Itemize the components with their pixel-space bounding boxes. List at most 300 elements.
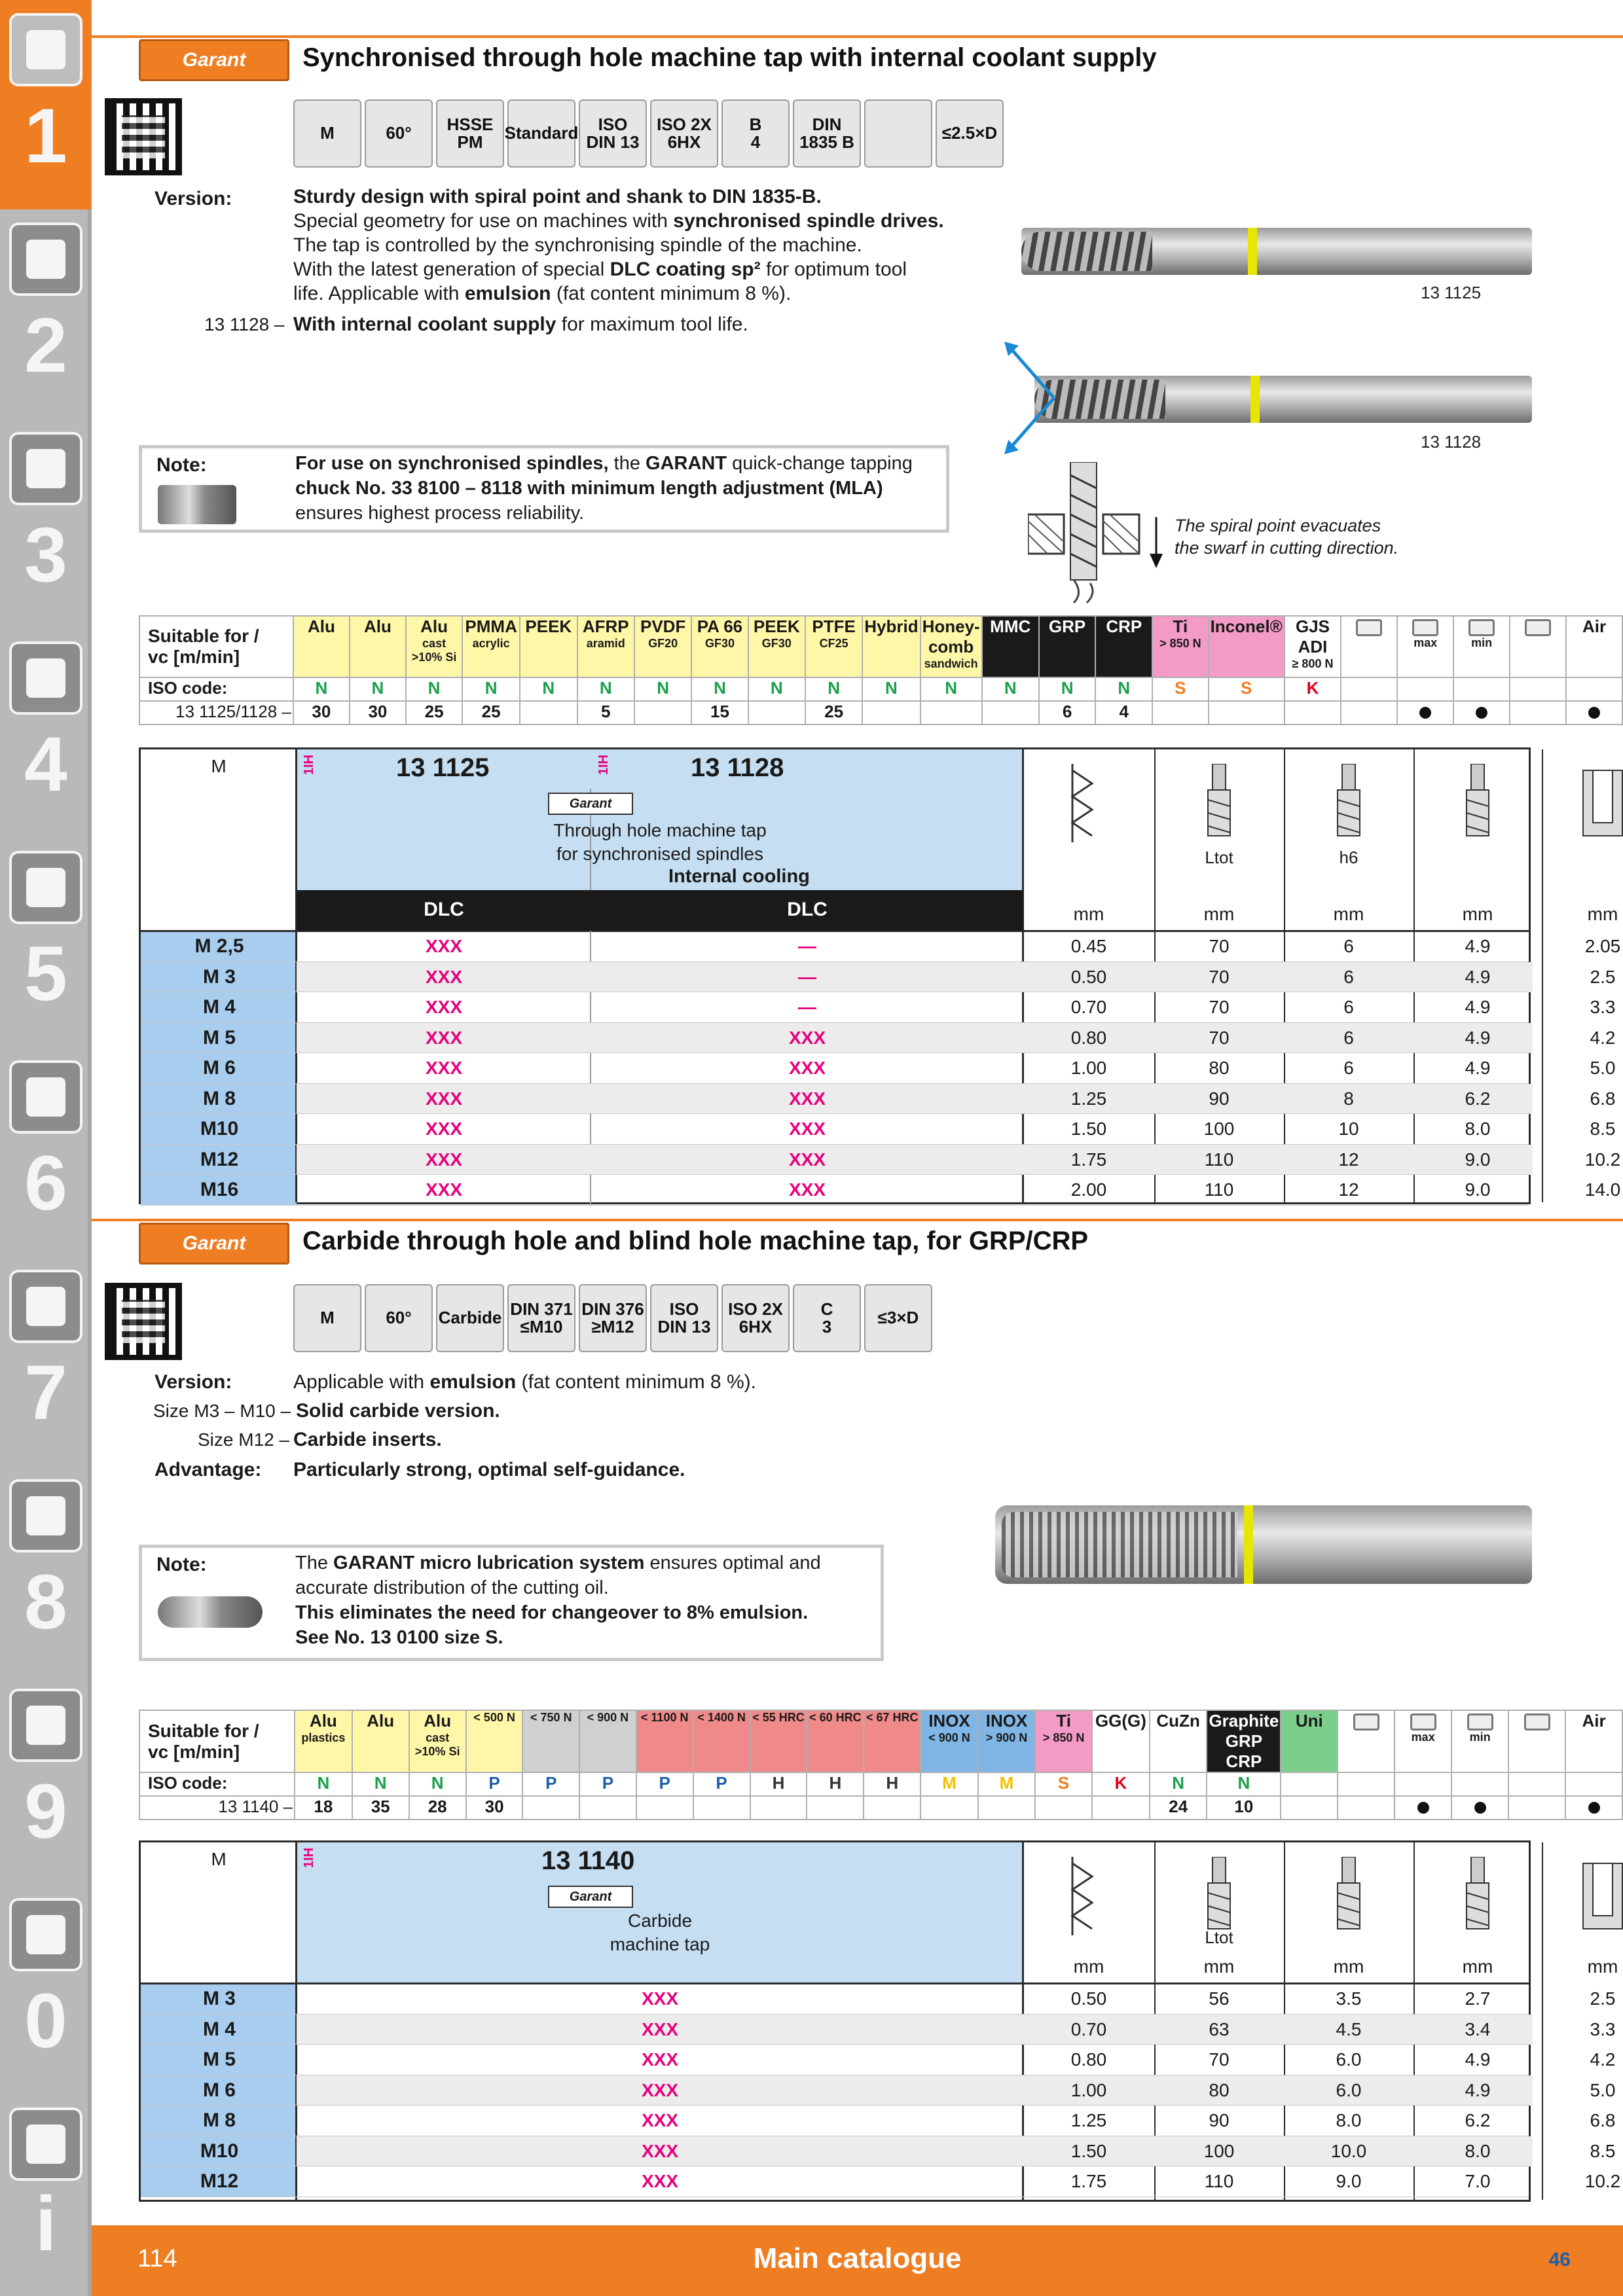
material-sub: acrylic: [472, 637, 510, 650]
square-icon: [1455, 1857, 1501, 1935]
availability-131125: XXX: [425, 1119, 463, 1139]
iso-code-5: P: [579, 1772, 636, 1796]
unit-label: mm: [1333, 904, 1364, 924]
material-header-22: [1566, 616, 1622, 677]
availability-131140: XXX: [641, 2140, 679, 2161]
material-name: GRP: [1048, 617, 1086, 636]
material-sub: aramid: [586, 637, 625, 650]
size1-prefix: Size M3 – M10 –: [153, 1401, 291, 1421]
safety-glasses-icon-glyph: [26, 1915, 65, 1954]
dimension-value: 1.00: [1070, 2079, 1107, 2100]
dimension-value: 6: [1343, 1027, 1354, 1048]
dimension-value: 0.45: [1070, 936, 1107, 956]
property-symbol-3: [504, 99, 579, 168]
iso-code-21: [1510, 677, 1566, 701]
dimension-value: 0.70: [1070, 997, 1107, 1017]
version-line: Special geometry for use on machines with synchronised spindle drives.: [293, 210, 944, 232]
vc-value-0: 18: [295, 1796, 352, 1820]
symbol-text-bottom: PM: [457, 132, 483, 152]
material-header-10: [864, 1710, 921, 1772]
note-text: For use on synchronised spindles, the GARANT quick-change tapping chuck No. 33 8100 – 8118 with minimum length adjustment (MLA) ensures highest process reliability.: [295, 453, 913, 524]
availability-131128: XXX: [788, 1179, 826, 1200]
row-separator: [141, 1052, 1529, 1053]
symbol-text-bottom: 1835 B: [799, 132, 854, 152]
iso-code-21: [1508, 1772, 1565, 1796]
vc-row: [139, 701, 1622, 725]
dimension-value: 14.0: [1584, 1179, 1621, 1200]
material-sub: min: [1471, 636, 1493, 649]
table-row-size: M 4: [202, 996, 236, 1018]
material-name: INOX: [985, 1711, 1028, 1731]
dimension-value: 4.9: [1465, 997, 1491, 1017]
symbol-text-top: HSSE: [447, 114, 494, 134]
vc-value-6: [634, 701, 691, 725]
iso-code-5: N: [577, 677, 634, 701]
chapter-tab-9[interactable]: [0, 1676, 92, 1885]
dimension-value: 8.5: [1590, 1119, 1616, 1139]
dimension-value: 4.9: [1465, 936, 1491, 956]
info-icon-glyph: [26, 2125, 65, 2164]
chapter-sidebar: [0, 0, 92, 2296]
coating-label: DLC: [424, 899, 464, 920]
material-sub: < 60 HRC: [809, 1711, 862, 1724]
iso-code-6: P: [636, 1772, 693, 1796]
unit-label: mm: [1073, 1956, 1104, 1977]
iso-code-6: N: [634, 677, 691, 701]
property-symbol-8: [864, 1284, 932, 1352]
header-row: [139, 616, 1622, 677]
property-symbol-1: [365, 99, 433, 168]
chapter-number: 4: [24, 721, 67, 808]
chapter-tab-i[interactable]: [0, 2094, 92, 2296]
property-symbol-6: [721, 1284, 790, 1352]
dimension-value: 4.2: [1590, 2049, 1616, 2070]
dimension-value: 4.9: [1465, 1027, 1491, 1048]
safety-glasses-icon: [9, 1898, 82, 1971]
material-name: PA 66: [697, 617, 743, 636]
property-symbol-3: [507, 1284, 575, 1352]
iso-code-18: [1338, 1772, 1395, 1796]
dimension-value: 4.5: [1336, 2018, 1362, 2039]
table-row-size: M10: [200, 1118, 239, 1139]
caliper-icon-glyph: [26, 658, 65, 698]
material-sub: < 1400 N: [697, 1711, 746, 1724]
material-name: GJS ADI: [1296, 617, 1330, 656]
material-name: Graphite GRP CRP: [1209, 1711, 1279, 1771]
iso-code-2: N: [409, 1772, 466, 1796]
version-line: The tap is controlled by the synchronising spindle of the machine.: [293, 234, 862, 256]
availability-131125: XXX: [425, 936, 463, 956]
product-description: Carbide machine tap: [610, 1910, 710, 1954]
dimension-value: 1.75: [1070, 2171, 1107, 2191]
hole-depth-icon: [1580, 764, 1623, 842]
material-header-9: [807, 1710, 864, 1772]
dimension-value: 7.0: [1465, 2171, 1491, 2191]
iso-code-3: N: [462, 677, 520, 701]
availability-131125: XXX: [425, 1088, 463, 1109]
iso-code-11: N: [921, 677, 982, 701]
page-number: 114: [137, 2245, 177, 2272]
iso-code-13: N: [1039, 677, 1096, 701]
table-row-size: M 6: [202, 1057, 236, 1079]
dimension-value: 3.3: [1590, 997, 1616, 1017]
chapter-number: 3: [24, 512, 67, 598]
dimension-value: 80: [1209, 1058, 1230, 1078]
chapter-number: 2: [24, 302, 67, 389]
dimension-value: 6: [1343, 966, 1354, 987]
symbol-text-top: DIN: [812, 114, 842, 134]
catalogue-title: Main catalogue: [753, 2242, 962, 2274]
vc-value-2: 25: [406, 701, 462, 725]
vc-value-4: [522, 1796, 579, 1820]
note-text: The GARANT micro lubrication system ensures optimal and accurate distribution of the cutting oil. This eliminates the need for changeover to 8% emulsion. See No. 13 0100 size S.: [295, 1552, 821, 1648]
chapter-tab-6[interactable]: [0, 1047, 92, 1257]
advantage-text: Particularly strong, optimal self-guidance.: [293, 1459, 685, 1480]
material-name: CuZn: [1156, 1711, 1200, 1731]
material-header-1: [352, 1710, 409, 1772]
table-row-size: M 2,5: [194, 935, 244, 957]
iso-code-14: N: [1095, 677, 1152, 701]
material-name: Hybrid: [864, 617, 919, 636]
material-sub: min: [1469, 1731, 1491, 1744]
availability-131128: XXX: [788, 1088, 826, 1109]
vc-value-18: [1341, 701, 1397, 725]
dimension-value: 9.0: [1465, 1149, 1491, 1170]
lubrication-system-image: [158, 1596, 263, 1628]
product-description: Through hole machine tap for synchronised spindles: [553, 820, 767, 864]
dimension-value: 80: [1209, 2079, 1230, 2100]
material-header-1: [350, 616, 406, 677]
header-divider: [141, 1982, 1529, 1984]
material-header-19: [1395, 1710, 1451, 1772]
coating-label: DLC: [787, 899, 828, 920]
chapter-tab-2[interactable]: [0, 209, 92, 419]
dimension-value: 3.4: [1465, 2018, 1491, 2039]
dimension-value: 6: [1343, 997, 1354, 1017]
symbol-text-bottom: DIN 13: [657, 1317, 711, 1336]
dimension-value: 8.0: [1465, 1119, 1491, 1139]
material-header-6: [634, 616, 691, 677]
product-table: [139, 1840, 1621, 2202]
version-label: Version:: [155, 188, 232, 209]
material-sub: < 1100 N: [640, 1711, 689, 1724]
size2-prefix: Size M12 –: [198, 1429, 290, 1450]
iso-code-14: K: [1092, 1772, 1150, 1796]
material-sub: > 850 N: [1042, 1731, 1085, 1744]
symbol-text-bottom: 3: [822, 1317, 832, 1336]
dimension-value: 4.9: [1465, 2079, 1491, 2100]
dimension-value: 10.2: [1584, 2171, 1621, 2191]
material-header-21: [1510, 616, 1566, 677]
symbol-text-top: ISO 2X: [657, 114, 712, 134]
iso-code-2: N: [406, 677, 462, 701]
garant-logo: Garant: [139, 1223, 289, 1265]
spiral-caption: The spiral point evacuates the swarf in cutting direction.: [1175, 516, 1399, 558]
vc-value-19: [1397, 701, 1453, 725]
dimension-value: 110: [1204, 1179, 1234, 1200]
vc-value-11: [921, 701, 982, 725]
dimension-value: 9.0: [1336, 2171, 1362, 2191]
vc-value-7: 15: [691, 701, 748, 725]
symbol-text-top: ISO 2X: [728, 1299, 783, 1319]
property-symbol-8: [864, 99, 932, 168]
coolant-icon: [1353, 1713, 1379, 1731]
row-separator: [141, 1205, 1529, 1206]
material-name: Alu: [424, 1711, 452, 1731]
qr-code[interactable]: [105, 1283, 182, 1360]
material-header-18: [1338, 1710, 1395, 1772]
symbol-text-top: 60°: [386, 1308, 412, 1328]
shank-diameter-icon: [1326, 764, 1372, 842]
symbol-text-bottom: ≤3×D: [877, 1308, 919, 1328]
dimension-value: 6.2: [1465, 2110, 1491, 2130]
dimension-value: 70: [1209, 936, 1230, 956]
table-row-size: M10: [200, 2140, 239, 2162]
property-symbol-4: [579, 1284, 647, 1352]
suitable-for-header: Suitable for / vc [m/min]: [139, 1710, 295, 1772]
material-header-8: [750, 1710, 807, 1772]
dimension-value: 10.2: [1584, 1149, 1621, 1170]
dimension-value: 10: [1338, 1119, 1359, 1139]
material-header-15: [1150, 1710, 1207, 1772]
internal-cooling-label: Internal cooling: [668, 866, 810, 887]
section-divider: [92, 35, 1623, 38]
material-sub: max: [1411, 1731, 1435, 1744]
table-row-size: M16: [200, 1179, 239, 1200]
dimension-value: 12: [1338, 1179, 1359, 1200]
dot-indicator: [1417, 1802, 1429, 1814]
chapter-tab-1[interactable]: [0, 0, 92, 209]
material-header-12: [978, 1710, 1036, 1772]
chapter-number: 9: [24, 1768, 67, 1855]
dot-indicator: [1588, 707, 1600, 719]
material-sub: sandwich: [924, 657, 978, 670]
availability-131125: XXX: [425, 1149, 463, 1170]
iso-code-3: P: [466, 1772, 523, 1796]
chapter-tab-0[interactable]: [0, 1885, 92, 2094]
material-name: Honey-comb: [922, 617, 980, 656]
garant-logo: Garant: [139, 39, 289, 81]
dimension-value: 6.8: [1590, 2110, 1616, 2130]
vc-value-5: 5: [577, 701, 634, 725]
material-header-13: [1039, 616, 1096, 677]
property-symbol-0: [293, 1284, 361, 1352]
vc-value-15: [1152, 701, 1208, 725]
iso-code-17: [1281, 1772, 1338, 1796]
coolant-text: With internal coolant supply for maximum tool life.: [293, 314, 748, 335]
size-header: M: [211, 756, 227, 776]
dot-indicator: [1419, 707, 1431, 719]
pliers-icon-glyph: [26, 1287, 65, 1326]
coolant-arrows-icon: [1002, 339, 1061, 457]
iso-code-10: H: [864, 1772, 921, 1796]
article-number-131128: 13 1128: [691, 753, 784, 782]
material-header-5: [579, 1710, 636, 1772]
material-name: Inconel®: [1210, 617, 1283, 636]
wrench-icon: [9, 1060, 82, 1134]
note-box: [139, 1545, 884, 1661]
dimension-value: 10.0: [1330, 2140, 1367, 2161]
chapter-number: 8: [24, 1559, 67, 1645]
product-table: [139, 747, 1621, 1204]
garant-logo: Garant: [548, 793, 633, 815]
availability-131128: —: [798, 997, 816, 1017]
thread-pitch-icon: [1066, 1857, 1112, 1935]
emulsion-max-icon: [1410, 1713, 1436, 1731]
dimension-value: 6.0: [1336, 2079, 1362, 2100]
dimension-value: 4.9: [1465, 966, 1491, 987]
material-name: INOX: [928, 1711, 970, 1731]
material-header-19: [1397, 616, 1453, 677]
dimension-value: 90: [1209, 1088, 1230, 1109]
iso-code-label: ISO code:: [139, 1772, 295, 1796]
dimension-value: 1.75: [1070, 1149, 1107, 1170]
symbol-text-top: ISO: [669, 1299, 699, 1319]
article-label: 13 1125/1128 –: [139, 701, 293, 725]
chapter-number: 0: [24, 1978, 67, 2064]
material-header-15: [1152, 616, 1208, 677]
iso-row: [139, 677, 1622, 701]
symbol-text-top: Standard: [504, 123, 579, 143]
material-sub: < 900 N: [928, 1731, 970, 1744]
availability-131140: XXX: [641, 2018, 679, 2039]
material-header-14: [1095, 616, 1152, 677]
wrench-icon-glyph: [26, 1077, 65, 1117]
dot-indicator: [1588, 1802, 1600, 1814]
version-line: life. Applicable with emulsion (fat content minimum 8 %).: [293, 283, 792, 304]
version-line: With the latest generation of special DLC coating sp² for optimum tool: [293, 259, 907, 280]
availability-131125: XXX: [425, 1179, 463, 1200]
material-name: PVDF: [640, 617, 686, 636]
chapter-tab-5[interactable]: [0, 838, 92, 1047]
iso-code-19: [1395, 1772, 1451, 1796]
tap-length-icon: [1196, 1857, 1242, 1935]
chapter-tab-4[interactable]: [0, 628, 92, 838]
page-footer: [92, 2225, 1623, 2296]
dimension-value: 70: [1209, 1027, 1230, 1048]
table-row-size: M12: [200, 1148, 239, 1170]
iso-code-4: N: [520, 677, 577, 701]
symbol-text-top: DIN 371: [510, 1299, 573, 1319]
chapter-number: i: [35, 2181, 57, 2267]
shank-diameter-icon: [1326, 1857, 1372, 1935]
symbol-text-top: ISO: [598, 114, 628, 134]
unit-label: mm: [1203, 1956, 1235, 1977]
tap-length-icon: [1196, 764, 1242, 842]
chapter-tab-8[interactable]: [0, 1466, 92, 1676]
material-name: CRP: [1106, 617, 1142, 636]
symbol-text-top: DIN 376: [581, 1299, 644, 1319]
dimension-symbol: h6: [1339, 848, 1359, 867]
iso-code-9: N: [805, 677, 862, 701]
material-sub: < 900 N: [587, 1711, 629, 1724]
note-label: Note:: [156, 1554, 207, 1575]
symbol-text-top: C: [820, 1299, 833, 1319]
availability-131140: XXX: [641, 2171, 679, 2191]
vc-value-16: 10: [1207, 1796, 1281, 1820]
material-header-21: [1508, 1710, 1565, 1772]
dimension-value: 2.05: [1584, 936, 1621, 956]
material-header-11: [921, 1710, 978, 1772]
material-name: PEEK: [525, 617, 572, 636]
table-row-size: M 3: [202, 965, 236, 988]
material-header-20: [1451, 1710, 1508, 1772]
info-icon: [9, 2108, 82, 2181]
chapter-tab-3[interactable]: [0, 419, 92, 628]
vc-value-5: [579, 1796, 636, 1820]
property-symbol-0: [293, 99, 361, 168]
iso-code-15: S: [1152, 677, 1208, 701]
article-label: 13 1140 –: [139, 1796, 295, 1820]
vc-value-19: [1395, 1796, 1451, 1820]
material-name: AFRP: [582, 617, 629, 636]
material-header-6: [636, 1710, 693, 1772]
vc-value-21: [1510, 701, 1566, 725]
section-divider: [92, 1219, 1623, 1221]
square-icon: [1455, 764, 1501, 842]
unit-label: mm: [1333, 1956, 1364, 1977]
material-name: GG(G): [1095, 1711, 1146, 1731]
dimension-value: 0.50: [1070, 1988, 1107, 2009]
table-row-size: M 5: [202, 2049, 236, 2070]
iso-code-16: S: [1209, 677, 1285, 701]
tool-caption-131128: 13 1128: [1421, 432, 1482, 452]
iso-code-19: [1397, 677, 1453, 701]
size1-text: Solid carbide version.: [296, 1400, 500, 1422]
iso-code-8: H: [750, 1772, 807, 1796]
property-symbol-2: [436, 99, 504, 168]
vc-row: [139, 1796, 1622, 1820]
property-symbol-1: [365, 1284, 433, 1352]
drill-bit-icon-glyph: [26, 30, 65, 69]
dimension-value: 8: [1343, 1088, 1354, 1109]
thread-pitch-icon: [1066, 764, 1112, 842]
vc-value-17: [1281, 1796, 1338, 1820]
material-header-11: [921, 616, 982, 677]
dimension-value: 4.9: [1465, 1058, 1491, 1078]
tolerance-label: 1IH: [302, 755, 316, 776]
caliper-icon: [9, 641, 82, 715]
dimension-value: 4.2: [1590, 1027, 1616, 1048]
vc-value-11: [921, 1796, 978, 1820]
dimension-symbol: Ltot: [1205, 1928, 1233, 1947]
dimension-value: 6.0: [1336, 2049, 1362, 2070]
chapter-tab-7[interactable]: [0, 1257, 92, 1466]
material-sub: CF25: [819, 637, 848, 650]
chapter-number: 5: [24, 931, 67, 1017]
dimension-value: 1.25: [1070, 1088, 1107, 1109]
material-header-7: [693, 1710, 750, 1772]
down-arrow-icon: [1147, 517, 1167, 569]
material-header-10: [862, 616, 920, 677]
symbol-text-top: 60°: [386, 123, 412, 143]
iso-code-18: [1341, 677, 1397, 701]
note-box: [139, 445, 949, 533]
chapter-number: 1: [24, 93, 67, 179]
unit-label: mm: [1587, 904, 1618, 924]
material-header-2: [409, 1710, 466, 1772]
vc-value-3: 30: [466, 1796, 523, 1820]
iso-code-13: S: [1035, 1772, 1092, 1796]
dimension-value: 8.5: [1590, 2140, 1616, 2161]
iso-code-17: K: [1285, 677, 1341, 701]
property-symbol-5: [650, 99, 718, 168]
dimension-value: 9.0: [1465, 1179, 1491, 1200]
qr-code[interactable]: [105, 98, 182, 175]
availability-131128: —: [798, 966, 816, 987]
insert-tool-icon-glyph: [26, 240, 65, 279]
availability-131128: —: [798, 936, 816, 956]
